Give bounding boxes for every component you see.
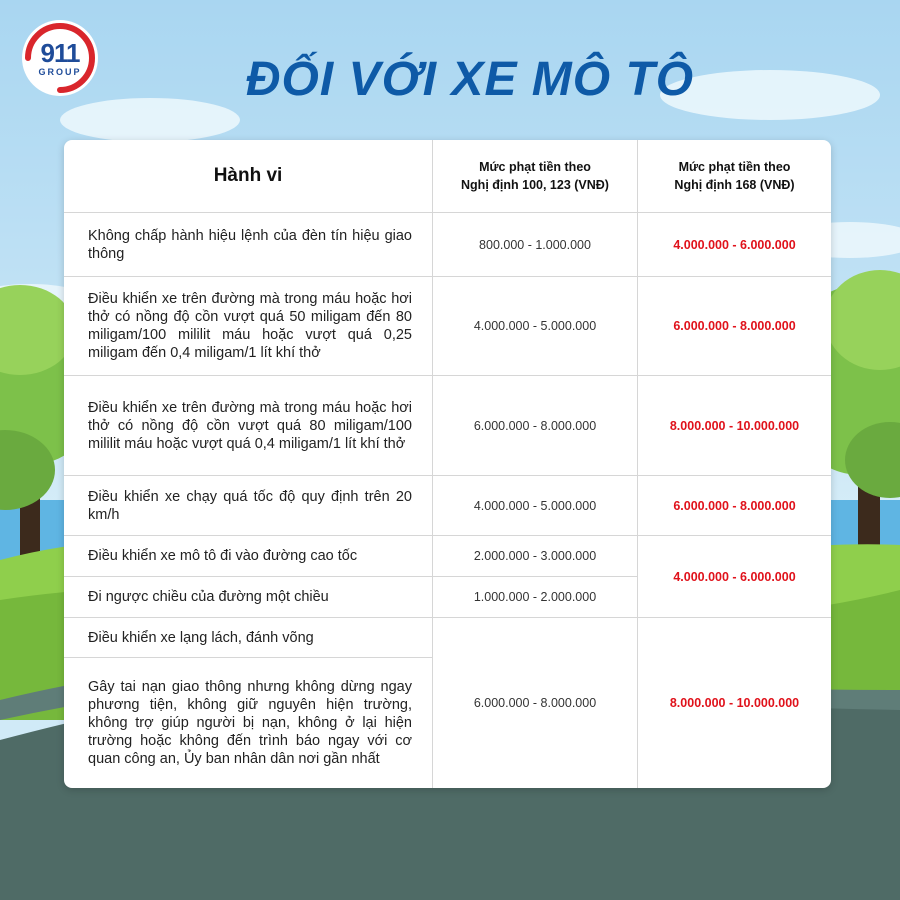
table-row-old-fine: 4.000.000 - 5.000.000 <box>433 476 638 536</box>
fines-table <box>64 140 831 788</box>
table-row-behavior: Điều khiển xe chạy quá tốc độ quy định trên 20 km/h <box>64 476 433 536</box>
header-new-fine <box>638 140 831 213</box>
table-row-behavior: Điều khiển xe lạng lách, đánh võng <box>64 618 433 658</box>
page-title: ĐỐI VỚI XE MÔ TÔ <box>245 53 695 106</box>
header-old-fine <box>433 140 638 213</box>
table-row-old-fine: 800.000 - 1.000.000 <box>433 213 638 277</box>
header-old-fine-line2: Nghị định 100, 123 (VNĐ) <box>461 178 609 192</box>
table-row-behavior: Không chấp hành hiệu lệnh của đèn tín hiệu giao thông <box>64 213 433 277</box>
table-row-old-fine: 1.000.000 - 2.000.000 <box>433 577 638 618</box>
header-behavior: Hành vi <box>64 140 433 213</box>
table-row-new-fine: 4.000.000 - 6.000.000 <box>638 536 831 618</box>
table-row-new-fine: 8.000.000 - 10.000.000 <box>669 696 800 710</box>
header-old-fine-line1: Mức phạt tiền theo <box>479 160 591 174</box>
table-row-behavior: Gây tai nạn giao thông nhưng không dừng ngay phương tiện, không giữ nguyên hiện trường, không trợ giúp người bị nạn, không ở lại hiện trường hoặc không đến trình báo ngay với cơ quan công an, Ủy ban nhân dân nơi gần nhất <box>64 658 433 788</box>
header-new-fine-line1: Mức phạt tiền theo <box>678 160 791 174</box>
table-row-behavior: Điều khiển xe trên đường mà trong máu hoặc hơi thở có nồng độ cồn vượt quá 80 miligam/100 mililit máu hoặc vượt quá 0,4 miligam/1 lít khí thở <box>64 376 433 476</box>
table-row-behavior: Điều khiển xe trên đường mà trong máu hoặc hơi thở có nồng độ cồn vượt quá 50 miligam đến 80 miligam/100 mililit máu hoặc vượt quá 0,25 miligam đến 0,4 miligam/1 lít khí thở <box>64 277 433 376</box>
table-row-behavior: Điều khiển xe mô tô đi vào đường cao tốc <box>64 536 433 577</box>
table-row-behavior: Đi ngược chiều của đường một chiều <box>64 577 433 618</box>
table-row-old-fine: 4.000.000 - 5.000.000 <box>433 277 638 376</box>
table-row-old-fine: 6.000.000 - 8.000.000 <box>433 376 638 476</box>
table-row-new-fine: 8.000.000 - 10.000.000 <box>638 376 831 476</box>
table-row-new-fine: 6.000.000 - 8.000.000 <box>638 277 831 376</box>
logo-subtitle: GROUP <box>38 67 82 77</box>
header-new-fine-line2: Nghị định 168 (VNĐ) <box>674 178 795 192</box>
table-row-old-fine: 2.000.000 - 3.000.000 <box>433 536 638 577</box>
table-row-old-fine: 6.000.000 - 8.000.000 <box>433 618 638 788</box>
table-row-new-fine: 4.000.000 - 6.000.000 <box>638 213 831 277</box>
table-row-new-fine: 6.000.000 - 8.000.000 <box>638 476 831 536</box>
logo-number: 911 <box>40 38 80 68</box>
